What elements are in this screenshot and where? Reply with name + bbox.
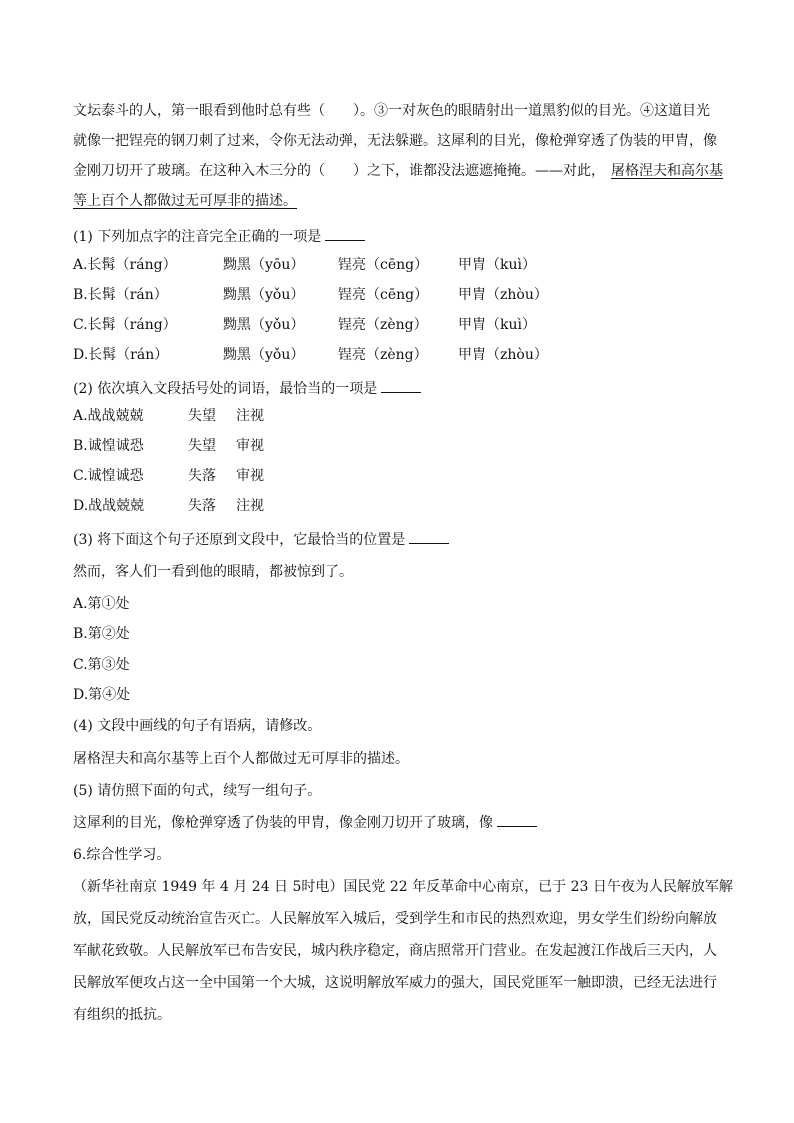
q2-option-b-3: 审视 — [236, 438, 264, 454]
q2-option-c-3: 审视 — [236, 468, 264, 484]
passage-line-3 — [73, 160, 723, 180]
q1-option-a-4: 甲胄（kuì） — [458, 257, 536, 273]
q3-option-a: A.第①处 — [73, 596, 130, 612]
q5-sentence — [73, 812, 537, 832]
q1-option-b-1: B.长髯（rán） — [73, 287, 168, 303]
q1-option-c-2: 黝黑（yǒu） — [223, 317, 305, 333]
q2-option-a-2: 失望 — [188, 408, 216, 424]
q2-option-c-1: C.诚惶诚恐 — [73, 468, 144, 484]
q4-sentence: 屠格涅夫和高尔基等上百个人都做过无可厚非的描述。 — [73, 751, 409, 767]
q6-line-2: 放，国民党反动统治宣告灭亡。人民解放军入城后，受到学生和市民的热烈欢迎，男女学生们纷纷向解放 — [73, 911, 717, 927]
q5-prompt: (5) 请仿照下面的句式，续写一组句子。 — [73, 783, 322, 799]
q1-option-a-2: 黝黑（yōu） — [223, 257, 305, 273]
q1-option-c-4: 甲胄（kuì） — [458, 317, 536, 333]
underlined-sentence-part-2: 等上百个人都做过无可厚非的描述。 — [73, 193, 297, 209]
q2-option-a-3: 注视 — [236, 408, 264, 424]
answer-blank — [409, 529, 449, 544]
passage-line-1: 文坛泰斗的人，第一眼看到他时总有些（ ）。③一对灰色的眼睛射出一道黑豹似的目光。④这道目光 — [73, 103, 710, 119]
q1-option-b-3: 锃亮（cēng） — [338, 287, 429, 303]
q3-option-c: C.第③处 — [73, 657, 130, 673]
q2-option-c-2: 失落 — [188, 468, 216, 484]
q2-option-b-1: B.诚惶诚恐 — [73, 438, 144, 454]
q1-option-a-3: 锃亮（cēng） — [338, 257, 429, 273]
q4-prompt: (4) 文段中画线的句子有语病，请修改。 — [73, 718, 322, 734]
q2-option-b-2: 失望 — [188, 438, 216, 454]
q3-prompt-text: (3) 将下面这个句子还原到文段中，它最恰当的位置是 — [73, 532, 406, 548]
q1-option-c-1: C.长髯（ráng） — [73, 317, 177, 333]
q1-option-d-3: 锃亮（zèng） — [338, 347, 428, 363]
q2-option-d-3: 注视 — [236, 498, 264, 514]
q1-option-a-1: A.长髯（ráng） — [73, 257, 177, 273]
q2-prompt — [73, 378, 421, 398]
answer-blank — [325, 226, 365, 241]
q1-option-d-1: D.长髯（rán） — [73, 347, 169, 363]
passage-line-4 — [73, 190, 297, 210]
q3-option-d: D.第④处 — [73, 687, 131, 703]
q3-prompt — [73, 529, 449, 549]
q1-option-d-4: 甲胄（zhòu） — [458, 347, 548, 363]
q6-heading: 6.综合性学习。 — [73, 847, 171, 863]
q1-option-d-2: 黝黑（yǒu） — [223, 347, 305, 363]
q6-line-4: 民解放军便攻占这一全中国第一个大城，这说明解放军威力的强大，国民党匪军一触即溃，已经无法进行 — [73, 975, 717, 991]
q3-sentence: 然而，客人们一看到他的眼睛，都被惊到了。 — [73, 564, 353, 580]
q5-sentence-text: 这犀利的目光，像枪弹穿透了伪装的甲胄，像金刚刀切开了玻璃，像 — [73, 815, 493, 831]
q2-option-d-1: D.战战兢兢 — [73, 498, 145, 514]
q2-option-d-2: 失落 — [188, 498, 216, 514]
passage-line-2: 就像一把锃亮的钢刀刺了过来，令你无法动弹，无法躲避。这犀利的目光，像枪弹穿透了伪装的甲胄，像 — [73, 133, 717, 149]
q2-option-a-1: A.战战兢兢 — [73, 408, 144, 424]
q6-line-3: 军献花致敬。人民解放军已布告安民，城内秩序稳定，商店照常开门营业。在发起渡江作战后三天内，人 — [73, 943, 717, 959]
q1-option-b-4: 甲胄（zhòu） — [458, 287, 548, 303]
answer-blank — [497, 812, 537, 827]
q3-option-b: B.第②处 — [73, 626, 130, 642]
q1-option-c-3: 锃亮（zèng） — [338, 317, 428, 333]
q1-prompt — [73, 226, 365, 246]
q6-line-5: 有组织的抵抗。 — [73, 1007, 171, 1023]
q1-prompt-text: (1) 下列加点字的注音完全正确的一项是 — [73, 229, 322, 245]
q2-prompt-text: (2) 依次填入文段括号处的词语，最恰当的一项是 — [73, 381, 378, 397]
answer-blank — [381, 378, 421, 393]
q1-option-b-2: 黝黑（yǒu） — [223, 287, 305, 303]
q6-line-1: （新华社南京 1949 年 4 月 24 日 5时电）国民党 22 年反革命中心南京，已于 23 日午夜为人民解放军解 — [73, 879, 733, 895]
passage-line-3-text: 金刚刀切开了玻璃。在这种入木三分的（ ）之下，谁都没法遮遮掩掩。——对此， — [73, 163, 605, 179]
underlined-sentence-part-1: 屠格涅夫和高尔基 — [611, 163, 723, 179]
